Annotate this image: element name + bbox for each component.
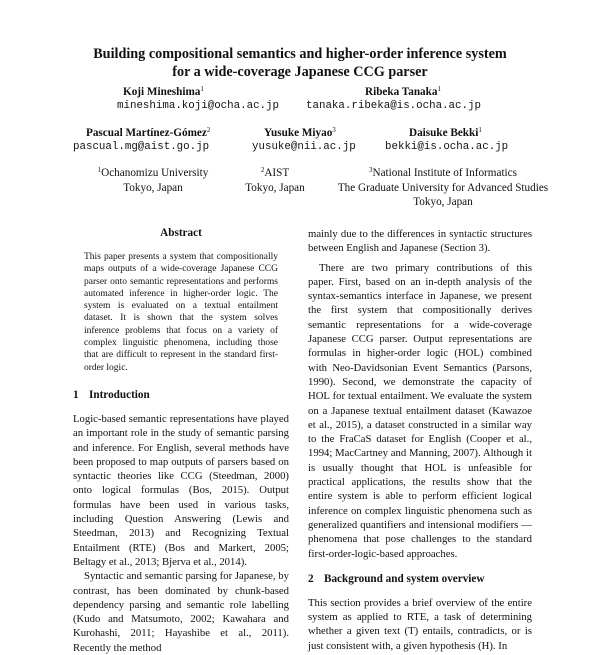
- affiliation-2: $^2$AIST Tokyo, Japan: [245, 166, 305, 194]
- affiliation-3: $^3$National Institute of Informatics The Graduate University for Advanced Studies Tokyo, Japan: [337, 166, 549, 208]
- author-name-martinez-gomez: Pascual Martínez-Gómez$^2$: [86, 126, 211, 139]
- paper-title: [50, 45, 550, 81]
- right-paragraph-2: There are two primary contributions of this paper. First, based on an in-depth analysis of the syntax-semantics interface in Japanese, we present the first system that compositionally derives semantic representations for a wide-coverage Japanese CCG parser. Output representations are formulas in higher-order logic (HOL) combined with Neo-Davidsonian Event Semantics (Parsons, 1990). Second, we demonstrate the capacity of HOL for textual entailment. We evaluate the system on a Japanese textual entailment dataset (Kawazoe et al., 2015), a dataset constructed in a similar way to the FraCaS dataset for English (Cooper et al., 1994; MacCartney and Manning, 2007). Although it is usually thought that HOL is unfeasible for practical applications, the results show that the entire system is able to perform efficient logical inference on complex linguistic phenomena such as generalized quantifiers and intensional modifiers — phenomena that pose challenges to the standard first-order-logic-based approaches.: [308, 261, 532, 560]
- author-email-miyao: yusuke@nii.ac.jp: [252, 141, 356, 153]
- right-paragraph-1: mainly due to the differences in syntactic structures between English and Japanese (Section 3).: [308, 228, 532, 255]
- author-name-miyao: Yusuke Miyao$^3$: [264, 126, 336, 139]
- affiliation-1: $^1$Ochanomizu University Tokyo, Japan: [97, 166, 209, 194]
- author-name-mineshima: Koji Mineshima$^1$: [123, 85, 204, 98]
- author-name-tanaka: Ribeka Tanaka$^1$: [365, 85, 441, 98]
- right-column: [308, 227, 532, 653]
- abstract-text: This paper presents a system that compositionally maps outputs of a wide-coverage Japanese CCG parser onto semantic representations and performs automated inference in higher-order logic. The system is evaluated on a textual entailment dataset. It is shown that the system solves inference problems that focus on a variety of complex linguistic phenomena, including those that are difficult to represent in the standard first-order logic.: [84, 252, 278, 373]
- author-name-bekki: Daisuke Bekki$^1$: [409, 126, 482, 139]
- section-1-heading: 1 Introduction: [73, 388, 150, 401]
- author-email-mineshima: mineshima.koji@ocha.ac.jp: [117, 100, 279, 112]
- author-email-tanaka: tanaka.ribeka@is.ocha.ac.jp: [306, 100, 481, 112]
- section-2-paragraph-1: This section provides a brief overview of the entire system as applied to RTE, a task of determining whether a given text (T) entails, contradicts, or is just consistent with, a given hypothesis (H). In: [308, 596, 532, 652]
- section-2-heading: 2 Background and system overview: [308, 572, 485, 585]
- intro-paragraph-2: Syntactic and semantic parsing for Japanese, by contrast, has been dominated by chunk-based dependency parsing and semantic role labelling (Kudo and Matsumoto, 2002; Kawahara and Kurohashi, 2011; Hayashibe et al., 2011). Recently the method: [73, 570, 289, 654]
- left-column: [73, 227, 289, 655]
- abstract-heading: Abstract: [160, 227, 202, 239]
- author-email-martinez-gomez: pascual.mg@aist.go.jp: [73, 141, 210, 153]
- title-line-1: Building compositional semantics and higher-order inference system: [93, 46, 507, 62]
- title-line-2: for a wide-coverage Japanese CCG parser: [172, 64, 428, 80]
- intro-paragraph-1: Logic-based semantic representations have played an important role in the study of semantic parsing and inference. For English, several methods have been proposed to map outputs of parsers based on syntactic theories like CCG (Steedman, 2000) onto logical formulas (Bos, 2015). Output formulas have been used in various tasks, including Question Answering (Lewis and Steedman, 2013) and Recognizing Textual Entailment (RTE) (Bos and Markert, 2005; Beltagy et al., 2013; Bjerva et al., 2014).: [73, 412, 289, 568]
- author-email-bekki: bekki@is.ocha.ac.jp: [385, 141, 509, 153]
